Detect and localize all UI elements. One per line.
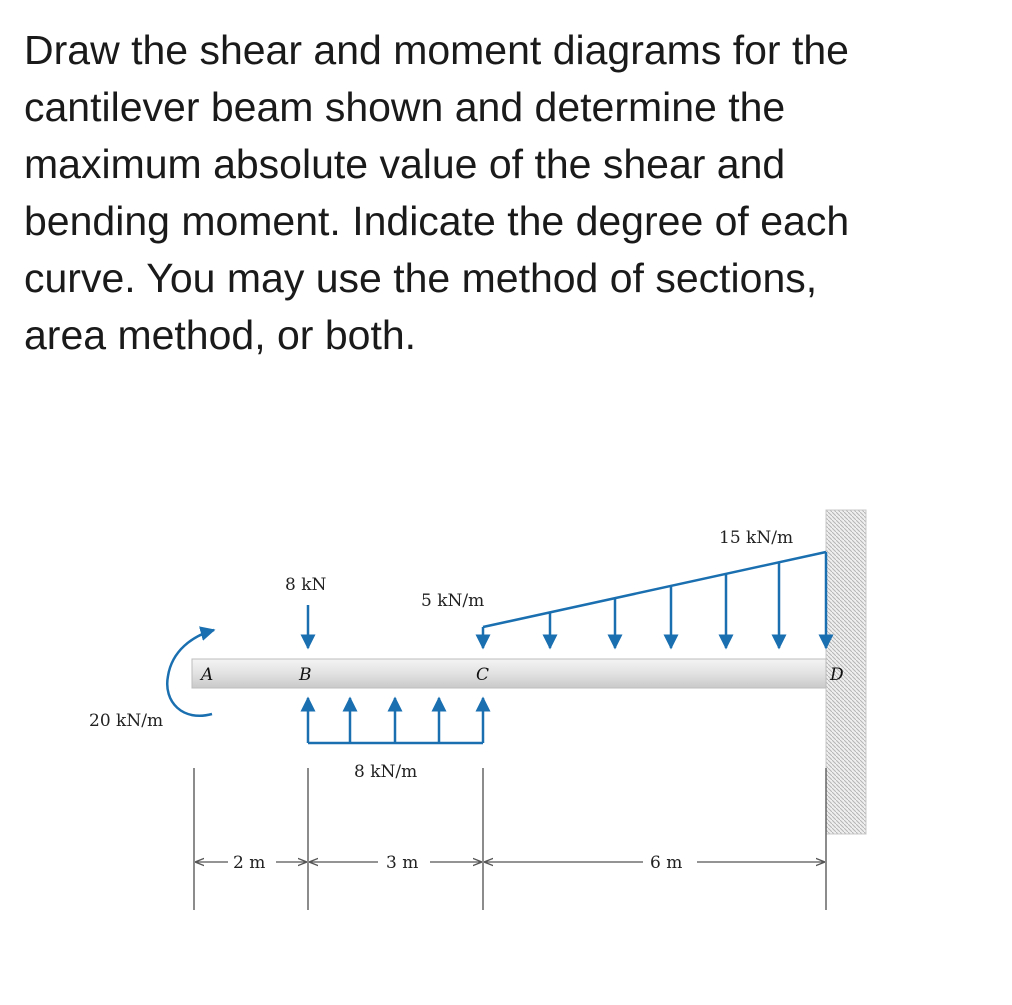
dist-load-start-label: 5 kN/m [421, 591, 485, 611]
point-label-a: A [201, 665, 214, 685]
dist-load-end-label: 15 kN/m [719, 528, 794, 548]
dist-load-top-line [483, 552, 826, 627]
problem-line: maximum absolute value of the shear and [24, 141, 786, 187]
moment-label: 20 kN/m [89, 711, 164, 731]
problem-line: area method, or both. [24, 312, 417, 358]
point-label-d: D [830, 665, 844, 685]
dimension-cd-label: 6 m [650, 853, 683, 873]
beam [192, 659, 826, 688]
problem-line: bending moment. Indicate the degree of each [24, 198, 850, 244]
problem-line: Draw the shear and moment diagrams for the [24, 27, 849, 73]
point-load-label: 8 kN [285, 575, 327, 595]
problem-line: curve. You may use the method of sections, [24, 255, 818, 301]
point-label-b: B [299, 665, 312, 685]
upward-load-label: 8 kN/m [354, 762, 418, 782]
dimension-bc-label: 3 m [386, 853, 419, 873]
problem-line: cantilever beam shown and determine the [24, 84, 786, 130]
point-label-c: C [476, 665, 490, 685]
dimension-ab-label: 2 m [233, 853, 266, 873]
